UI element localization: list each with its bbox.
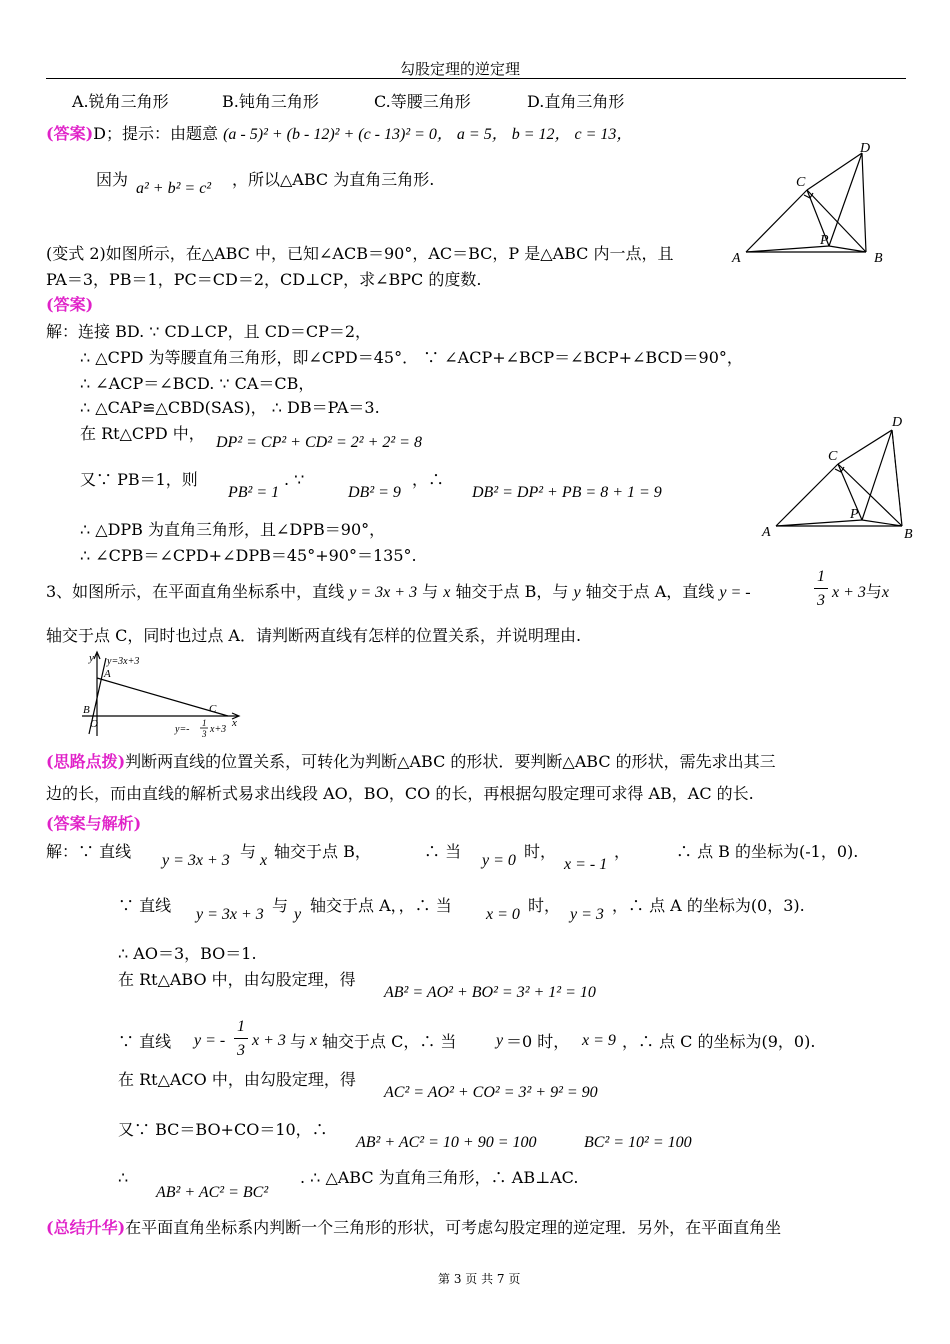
answer2-line-5: 在 Rt△CPD 中， (80, 424, 205, 443)
q3-formula-1: y = 3x + 3 (349, 584, 418, 601)
q3-frac-bar (814, 588, 828, 589)
answer2-formula-5: DP² = CP² + CD² = 2² + 2² = 8 (216, 434, 422, 451)
coordinate-figure-3 (80, 648, 245, 740)
answer2-line-2: ∴ △CPD 为等腰直角三角形，即∠CPD＝45°． ∵ ∠ACP+∠BCP＝∠BCP+∠BCD＝90°， (80, 348, 743, 367)
sol-row2-g: x = 0 (486, 906, 520, 923)
sol-row5-x: x (310, 1032, 318, 1049)
sol-row2-h: y = 3 (570, 906, 604, 923)
hint-line-2: 边的长，而由直线的解析式易求出线段 AO，BO，CO 的长，再根据勾股定理可求得 AB，AC 的长. (46, 784, 754, 803)
fig1-label-a: A (732, 251, 741, 266)
sol-row5-d: ＝0 时， (506, 1032, 570, 1051)
sol-row7-formula2: BC² = 10² = 100 (584, 1134, 692, 1151)
sol-row8-a: ∴ (118, 1168, 129, 1187)
q3-line-2: 轴交于点 C，同时也过点 A．请判断两直线有怎样的位置关系，并说明理由. (46, 626, 582, 645)
sol-row5-y: y (496, 1032, 504, 1049)
fig3-label-a: A (104, 668, 111, 680)
sol-row7-formula: AB² + AC² = 10 + 90 = 100 (356, 1134, 537, 1151)
answer2-line-6a: 又∵ PB＝1，则 (80, 470, 198, 489)
fig2-label-d: D (892, 415, 903, 430)
q3-text-1: 3、如图所示，在平面直角坐标系中，直线 (46, 582, 345, 601)
q3-text-3: 轴交于点 B，与 (455, 582, 569, 601)
q3-text-4: 轴交于点 A，直线 (585, 582, 715, 601)
page-footer: 第 3 页 共 7 页 (438, 1272, 521, 1286)
sol-row2-y: y (294, 906, 302, 923)
sol-row1-x: x (260, 852, 268, 869)
sol-row2-d: 时， (528, 896, 561, 915)
sol-row1-h: x = - 1 (564, 856, 608, 873)
fig3-label-c: C (209, 703, 217, 715)
sol-row5-b: 与 (290, 1032, 307, 1051)
sol-row4-formula: AB² = AO² + BO² = 3² + 1² = 10 (384, 984, 596, 1001)
sol-row5-num: 1 (237, 1018, 245, 1035)
sol-row4-a: 在 Rt△ABO 中，由勾股定理，得 (118, 970, 356, 989)
sol-row1-formula: y = 3x + 3 (162, 852, 230, 869)
q3-frac-den: 3 (817, 592, 825, 609)
sol-row1-b: 与 (240, 842, 257, 861)
summary-text: 在平面直角坐标系内判断一个三角形的形状，可考虑勾股定理的逆定理．另外，在平面直角坐 (125, 1218, 782, 1237)
answer2-formula-6b: DB² = 9 (348, 484, 401, 501)
fig2-label-b: B (904, 527, 913, 540)
sol-row5-e: ，∴ 点 C 的坐标为(9，0). (622, 1032, 816, 1051)
q3-formula-3: x + 3 (832, 584, 866, 601)
sol-row8-b: . ∴ △ABC 为直角三角形，∴ AB⊥AC. (300, 1168, 579, 1187)
option-b: B.钝角三角形 (222, 92, 319, 111)
fig2-label-a: A (762, 525, 771, 540)
fig1-label-c: C (796, 175, 806, 190)
fig3-label-b: B (83, 704, 90, 716)
sol-row1-c: 轴交于点 B， (274, 842, 371, 861)
hint-line-1 (46, 752, 776, 772)
triangle-figure-1 (728, 138, 904, 270)
sol-row1-j: ∴ 点 B 的坐标为(-1，0). (676, 842, 859, 861)
sol-row5-f: y = - (194, 1032, 226, 1049)
hint-text-1: 判断两直线的位置关系，可转化为判断△ABC 的形状．要判断△ABC 的形状，需先求出其三 (125, 752, 776, 771)
answer2-formula-6a: PB² = 1 (228, 484, 280, 501)
sol-row2-e: ，∴ 点 A 的坐标为(0，3). (612, 896, 805, 915)
answer2-line-3: ∴ ∠ACP＝∠BCD. ∵ CA＝CB， (80, 374, 315, 393)
header-rule (46, 78, 906, 79)
fig2-label-c: C (828, 449, 838, 464)
fig1-label-p: P (820, 233, 829, 248)
fig1-label-d: D (860, 141, 871, 156)
answer2-line-7: ∴ △DPB 为直角三角形，且∠DPB＝90°， (80, 520, 386, 539)
variant-line-1: (变式 2)如图所示，在△ABC 中，已知∠ACB＝90°，AC＝BC，P 是△ABC 内一点，且 (46, 244, 674, 263)
answer2-line-8: ∴ ∠CPB＝∠CPD+∠DPB＝45°+90°＝135°. (80, 546, 417, 565)
q3-formula-2: y = - (719, 584, 751, 601)
sol-row5-frac-bar (234, 1038, 248, 1039)
fig3-line2-den: 3 (202, 729, 207, 739)
fig3-line2-label-a: y=- (175, 724, 190, 735)
q3-text-5: 与 (865, 582, 882, 601)
hint-label: (思路点拨) (46, 752, 126, 771)
page-header-title: 勾股定理的逆定理 (400, 60, 521, 78)
sol-row1-e: 时， (524, 842, 557, 861)
sol-row6-formula: AC² = AO² + CO² = 3² + 9² = 90 (384, 1084, 598, 1101)
answer1-line (46, 124, 632, 145)
option-c: C.等腰三角形 (374, 92, 471, 111)
fig3-axis-x: x (232, 717, 237, 729)
triangle-figure-2 (752, 406, 920, 540)
option-a: A.锐角三角形 (72, 92, 169, 111)
sol-row5-den: 3 (237, 1042, 245, 1059)
answer1-label: (答案) (46, 124, 94, 143)
answer1-text2: ，所以△ABC 为直角三角形. (232, 170, 435, 189)
sol-row2-c: 轴交于点 A，，∴ 当 (310, 896, 452, 915)
answer1-because: 因为 (96, 170, 129, 189)
answer2-label: (答案) (46, 295, 94, 314)
answer2-line-1: 解：连接 BD. ∵ CD⊥CP，且 CD＝CP＝2， (46, 322, 372, 341)
fig3-line2-num: 1 (202, 718, 207, 728)
solution-label: (答案与解析) (46, 814, 142, 833)
q3-line-1 (46, 582, 751, 603)
summary-line (46, 1218, 781, 1238)
sol-row1-g: y = 0 (482, 852, 516, 869)
answer1-formula: (a - 5)² + (b - 12)² + (c - 13)² = 0， a = 5， b = 12， c = 13， (223, 126, 633, 143)
sol-row2-b: 与 (272, 896, 289, 915)
answer2-line-4: ∴ △CAP≌△CBD(SAS)， ∴ DB＝PA＝3. (80, 398, 380, 417)
q3-var-x2: x (881, 584, 890, 601)
sol-row2-a: ∵ 直线 (118, 896, 172, 915)
fig3-axis-y: y (89, 652, 94, 664)
q3-line-1-end (832, 582, 889, 603)
variant-line-2: PA＝3，PB＝1，PC＝CD＝2，CD⊥CP，求∠BPC 的度数. (46, 270, 482, 289)
summary-label: (总结升华) (46, 1218, 126, 1237)
q3-frac-num: 1 (817, 568, 825, 585)
sol-row5-g: x + 3 (252, 1032, 286, 1049)
sol-row3: ∴ AO＝3，BO＝1. (118, 944, 257, 963)
fig1-label-b: B (874, 251, 883, 266)
sol-row1-d: ∴ 当 (424, 842, 462, 861)
answer2-line-6b: . ∵ (284, 470, 305, 489)
sol-row8-formula: AB² + AC² = BC² (156, 1184, 269, 1201)
sol-row2-formula: y = 3x + 3 (196, 906, 264, 923)
option-d: D.直角三角形 (527, 92, 625, 111)
answer1-text: D；提示：由题意 (93, 124, 218, 143)
sol-row1-i: ， (614, 842, 631, 861)
answer1-formula2: a² + b² = c² (136, 180, 212, 197)
fig2-label-p: P (850, 507, 859, 522)
sol-row5-h: x = 9 (582, 1032, 616, 1049)
q3-var-y1: y (573, 584, 581, 601)
answer2-line-6c: ，∴ (412, 470, 445, 489)
sol-row5-a: ∵ 直线 (118, 1032, 172, 1051)
answer2-formula-6c: DB² = DP² + PB = 8 + 1 = 9 (472, 484, 662, 501)
q3-text-2: 与 (422, 582, 439, 601)
fig3-line1-label: y=3x+3 (107, 656, 140, 667)
q3-var-x1: x (443, 584, 451, 601)
sol-row1-a: 解：∵ 直线 (46, 842, 132, 861)
fig3-label-o: O (90, 718, 98, 730)
sol-row5-c: 轴交于点 C，∴ 当 (322, 1032, 457, 1051)
sol-row7-a: 又∵ BC＝BO+CO＝10，∴ (118, 1120, 328, 1139)
fig3-line2-label-b: x+3 (210, 724, 227, 735)
sol-row6-a: 在 Rt△ACO 中，由勾股定理，得 (118, 1070, 356, 1089)
